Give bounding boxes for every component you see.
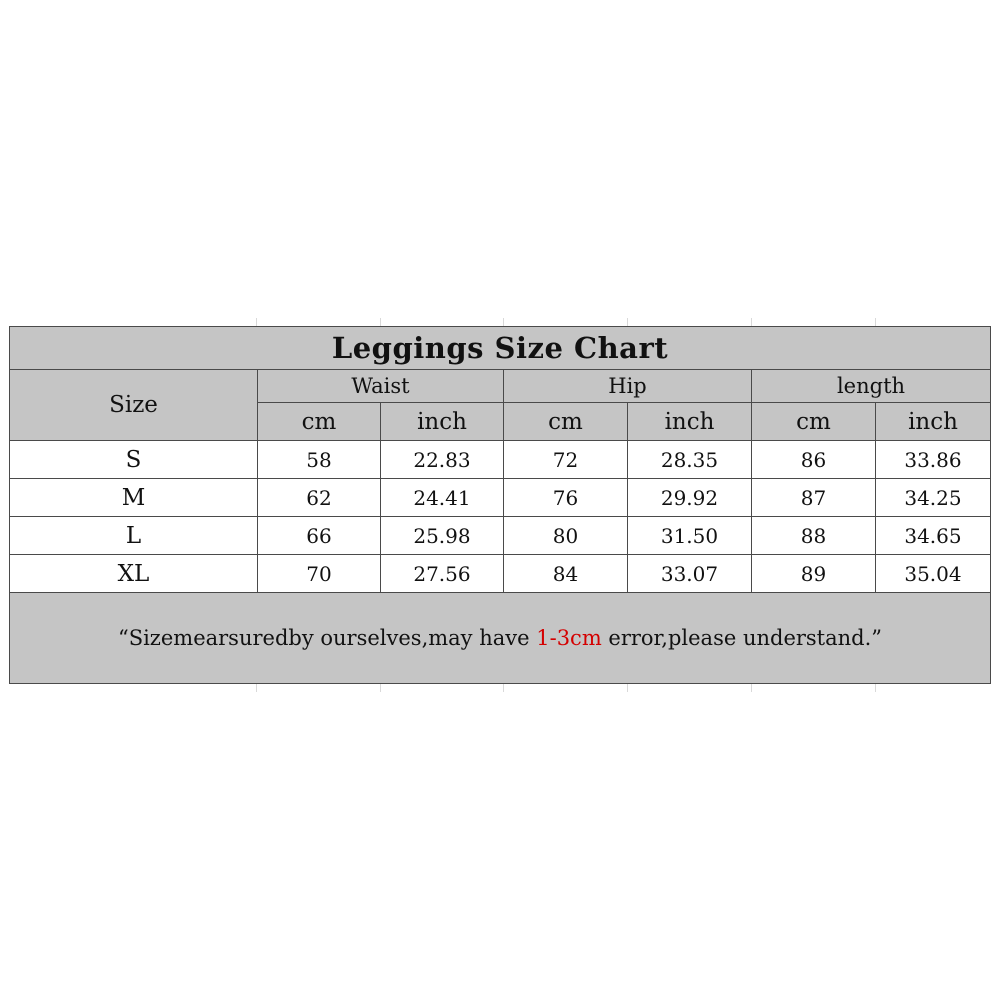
table-cell: 22.83 <box>381 441 504 479</box>
table-cell: 33.86 <box>876 441 991 479</box>
table-cell: 87 <box>752 479 876 517</box>
table-cell: 31.50 <box>628 517 752 555</box>
waist-group-header: Waist <box>258 370 504 403</box>
unit-header: inch <box>381 403 504 441</box>
grid-tick <box>875 684 876 692</box>
size-chart-sheet <box>9 326 990 684</box>
note-error-range: 1-3cm <box>536 626 602 650</box>
grid-tick <box>751 318 752 326</box>
unit-header: cm <box>752 403 876 441</box>
size-chart-table <box>9 326 991 684</box>
grid-tick <box>875 318 876 326</box>
measurement-note <box>10 593 991 684</box>
table-cell: 34.65 <box>876 517 991 555</box>
length-group-header: length <box>752 370 991 403</box>
unit-header: inch <box>628 403 752 441</box>
table-cell: 62 <box>258 479 381 517</box>
table-cell: 29.92 <box>628 479 752 517</box>
hip-group-header: Hip <box>504 370 752 403</box>
table-cell: 27.56 <box>381 555 504 593</box>
grid-tick <box>627 318 628 326</box>
table-cell: 88 <box>752 517 876 555</box>
table-cell: 28.35 <box>628 441 752 479</box>
grid-tick <box>380 318 381 326</box>
size-label: M <box>10 479 258 517</box>
grid-tick <box>256 684 257 692</box>
table-cell: 34.25 <box>876 479 991 517</box>
table-row <box>10 555 991 593</box>
chart-title: Leggings Size Chart <box>10 327 991 370</box>
grid-tick <box>627 684 628 692</box>
table-cell: 58 <box>258 441 381 479</box>
table-row <box>10 441 991 479</box>
size-label: S <box>10 441 258 479</box>
note-text: “Sizemearsuredby ourselves,may have <box>117 626 537 650</box>
unit-header: inch <box>876 403 991 441</box>
grid-tick <box>751 684 752 692</box>
size-label: XL <box>10 555 258 593</box>
table-row <box>10 479 991 517</box>
table-cell: 35.04 <box>876 555 991 593</box>
table-cell: 66 <box>258 517 381 555</box>
grid-tick <box>380 684 381 692</box>
grid-tick <box>503 318 504 326</box>
table-cell: 24.41 <box>381 479 504 517</box>
size-column-header: Size <box>10 370 258 441</box>
size-label: L <box>10 517 258 555</box>
table-cell: 80 <box>504 517 628 555</box>
note-text: error,please understand.” <box>601 626 883 650</box>
table-cell: 86 <box>752 441 876 479</box>
table-cell: 84 <box>504 555 628 593</box>
table-cell: 76 <box>504 479 628 517</box>
unit-header: cm <box>258 403 381 441</box>
table-cell: 72 <box>504 441 628 479</box>
table-row <box>10 517 991 555</box>
unit-header: cm <box>504 403 628 441</box>
table-cell: 25.98 <box>381 517 504 555</box>
table-cell: 89 <box>752 555 876 593</box>
grid-tick <box>503 684 504 692</box>
grid-tick <box>256 318 257 326</box>
table-cell: 70 <box>258 555 381 593</box>
table-cell: 33.07 <box>628 555 752 593</box>
